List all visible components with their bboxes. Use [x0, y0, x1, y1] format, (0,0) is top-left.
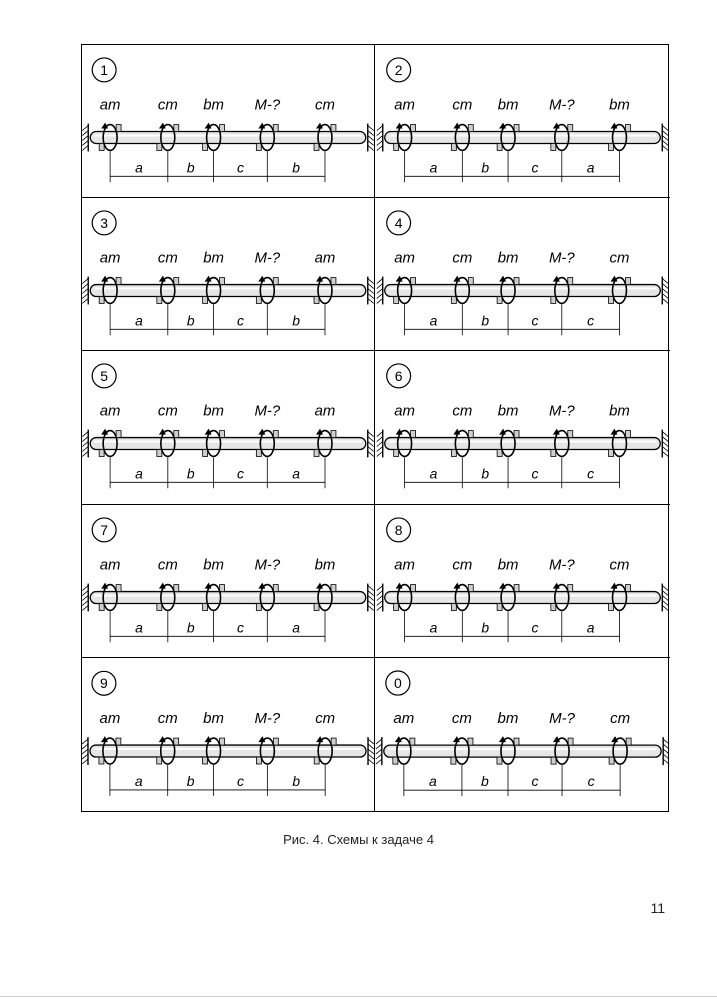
shaft-pin: [394, 603, 399, 610]
torque-label: cm: [157, 96, 178, 114]
shaft-pin: [157, 297, 162, 304]
torque-label: bm: [203, 709, 224, 727]
scheme-cell: [82, 351, 375, 504]
shaft: [385, 438, 661, 450]
shaft-pin: [514, 278, 519, 285]
page-bottom-divider: [0, 996, 717, 997]
scheme-cell: [82, 505, 375, 658]
span-label: a: [135, 312, 143, 329]
shaft-pin: [394, 143, 399, 150]
shaft-pin: [256, 757, 261, 764]
shaft-pin: [568, 431, 573, 438]
wall-support-icon: [368, 124, 374, 152]
span-label: c: [236, 465, 244, 482]
shaft-pin: [497, 450, 502, 457]
shaft-pin: [514, 738, 519, 745]
span-label: a: [429, 465, 438, 482]
span-label: a: [135, 159, 143, 176]
torque-label: am: [393, 709, 415, 727]
shaft-pin: [174, 125, 179, 132]
shaft-pin: [99, 450, 104, 457]
shaft-pin: [551, 450, 556, 457]
shaft-pin: [394, 450, 399, 457]
shaft-pin: [551, 757, 556, 764]
shaft-pin: [609, 450, 614, 457]
shaft-diagram: [375, 658, 670, 811]
shaft-diagram: [375, 198, 670, 350]
shaft-pin: [220, 431, 225, 438]
shaft-pin: [331, 738, 336, 745]
shaft-pin: [331, 584, 336, 591]
shaft-diagram: [82, 351, 374, 503]
shaft-pin: [514, 584, 519, 591]
span-label: b: [481, 159, 490, 176]
torque-label: cm: [315, 709, 336, 727]
wall-support-icon: [662, 430, 668, 458]
shaft-pin: [331, 431, 336, 438]
wall-support-icon: [82, 737, 88, 765]
schemes-grid: [81, 44, 669, 812]
shaft-pin: [625, 125, 630, 132]
span-label: b: [292, 312, 301, 329]
shaft: [90, 591, 366, 603]
shaft-pin: [609, 297, 614, 304]
torque-label: cm: [157, 709, 178, 727]
torque-label: am: [99, 249, 121, 267]
torque-label: am: [314, 249, 336, 267]
shaft-pin: [174, 584, 179, 591]
shaft-pin: [551, 297, 556, 304]
span-label: c: [587, 465, 595, 482]
torque-label: bm: [497, 709, 519, 727]
wall-support-icon: [82, 583, 88, 611]
shaft-pin: [99, 757, 104, 764]
torque-label: cm: [452, 556, 473, 574]
torque-label: cm: [157, 556, 178, 574]
torque-label: cm: [610, 709, 631, 727]
shaft-pin: [568, 738, 573, 745]
torque-label: bm: [497, 249, 519, 267]
span-label: a: [135, 465, 143, 482]
shaft-pin: [468, 738, 473, 745]
shaft-pin: [203, 297, 208, 304]
span-label: c: [587, 312, 595, 329]
shaft-pin: [273, 278, 278, 285]
scheme-cell: [375, 45, 670, 198]
shaft-pin: [220, 125, 225, 132]
shaft-pin: [451, 297, 456, 304]
torque-label: am: [394, 556, 415, 574]
span-label: a: [292, 465, 301, 482]
span-label: c: [236, 312, 244, 329]
shaft-pin: [314, 297, 319, 304]
shaft-pin: [393, 757, 398, 764]
span-label: c: [531, 772, 539, 789]
shaft-pin: [174, 738, 179, 745]
shaft-pin: [497, 757, 502, 764]
scheme-number: 3: [100, 215, 109, 232]
torque-label: M-?: [548, 403, 575, 421]
torque-label: M-?: [549, 709, 575, 727]
shaft-pin: [116, 738, 121, 745]
shaft-pin: [203, 603, 208, 610]
shaft: [90, 745, 366, 757]
torque-label: am: [99, 96, 121, 114]
shaft: [90, 285, 366, 297]
torque-label: am: [99, 556, 121, 574]
shaft: [90, 438, 366, 450]
scheme-number: 5: [100, 368, 109, 385]
shaft-pin: [203, 757, 208, 764]
shaft-diagram: [82, 45, 374, 197]
span-label: c: [587, 772, 595, 789]
wall-support-icon: [662, 583, 668, 611]
torque-label: M-?: [254, 96, 281, 114]
span-label: c: [531, 159, 539, 176]
shaft-pin: [451, 757, 456, 764]
span-label: c: [531, 618, 539, 635]
torque-label: cm: [609, 556, 630, 574]
torque-label: bm: [203, 249, 224, 267]
shaft: [385, 591, 661, 603]
scheme-number: 9: [100, 675, 108, 692]
torque-label: cm: [609, 249, 630, 267]
shaft-pin: [331, 125, 336, 132]
torque-label: M-?: [254, 249, 281, 267]
shaft-pin: [314, 450, 319, 457]
span-label: b: [186, 159, 195, 176]
shaft-pin: [273, 738, 278, 745]
shaft-pin: [314, 757, 319, 764]
shaft-pin: [174, 278, 179, 285]
span-label: a: [135, 618, 143, 635]
scheme-cell: [375, 351, 670, 504]
shaft-pin: [273, 431, 278, 438]
torque-label: cm: [315, 96, 335, 114]
span-label: b: [186, 465, 195, 482]
shaft-pin: [468, 584, 473, 591]
shaft-pin: [468, 278, 473, 285]
shaft-pin: [203, 450, 208, 457]
shaft-pin: [99, 143, 104, 150]
shaft-pin: [411, 125, 416, 132]
scheme-cell: [375, 198, 670, 351]
shaft-pin: [220, 738, 225, 745]
wall-support-icon: [368, 583, 374, 611]
shaft-pin: [451, 450, 456, 457]
scheme-cell: [82, 658, 375, 811]
torque-label: am: [394, 249, 415, 267]
wall-support-icon: [376, 737, 382, 765]
shaft-pin: [157, 757, 162, 764]
wall-support-icon: [662, 277, 668, 305]
shaft-pin: [497, 297, 502, 304]
shaft-pin: [256, 143, 261, 150]
shaft-pin: [314, 603, 319, 610]
shaft-pin: [609, 603, 614, 610]
torque-label: am: [314, 403, 336, 421]
torque-label: M-?: [548, 96, 575, 114]
shaft-pin: [99, 297, 104, 304]
shaft: [385, 132, 661, 144]
shaft-pin: [116, 584, 121, 591]
shaft-pin: [497, 603, 502, 610]
wall-support-icon: [82, 277, 88, 305]
torque-label: cm: [157, 249, 178, 267]
shaft-pin: [609, 757, 614, 764]
scheme-number: 4: [394, 215, 403, 232]
shaft-pin: [116, 278, 121, 285]
shaft-pin: [256, 450, 261, 457]
shaft-pin: [157, 450, 162, 457]
wall-support-icon: [663, 737, 669, 765]
wall-support-icon: [82, 124, 88, 152]
shaft-pin: [411, 278, 416, 285]
torque-label: am: [394, 403, 415, 421]
scheme-number: 6: [394, 368, 403, 385]
shaft-pin: [116, 125, 121, 132]
scheme-number: 8: [394, 521, 403, 538]
torque-label: M-?: [548, 249, 575, 267]
shaft-pin: [394, 297, 399, 304]
span-label: b: [186, 772, 195, 789]
shaft-pin: [174, 431, 179, 438]
shaft-pin: [314, 143, 319, 150]
shaft-pin: [451, 143, 456, 150]
shaft-pin: [411, 584, 416, 591]
torque-label: am: [99, 709, 121, 727]
torque-label: am: [394, 96, 415, 114]
shaft-pin: [514, 431, 519, 438]
wall-support-icon: [662, 124, 668, 152]
torque-label: bm: [203, 96, 224, 114]
span-label: c: [236, 772, 244, 789]
shaft-pin: [468, 431, 473, 438]
scheme-number: 7: [100, 521, 109, 538]
span-label: c: [236, 159, 244, 176]
page-number: 11: [650, 900, 665, 916]
torque-label: M-?: [254, 709, 281, 727]
torque-label: bm: [609, 96, 630, 114]
span-label: c: [531, 312, 539, 329]
shaft-pin: [568, 278, 573, 285]
shaft-diagram: [375, 351, 670, 503]
torque-label: cm: [452, 96, 473, 114]
shaft-pin: [203, 143, 208, 150]
wall-support-icon: [82, 430, 88, 458]
torque-label: bm: [497, 96, 519, 114]
span-label: a: [292, 618, 301, 635]
span-label: a: [586, 159, 595, 176]
shaft-pin: [626, 738, 631, 745]
torque-label: bm: [203, 403, 224, 421]
shaft-pin: [609, 143, 614, 150]
span-label: a: [134, 772, 143, 789]
scheme-cell: [375, 658, 670, 811]
scheme-cell: [375, 505, 670, 658]
shaft-pin: [157, 603, 162, 610]
shaft-pin: [256, 603, 261, 610]
shaft-pin: [514, 125, 519, 132]
wall-support-icon: [377, 430, 383, 458]
torque-label: cm: [452, 403, 473, 421]
shaft-pin: [497, 143, 502, 150]
shaft-pin: [220, 584, 225, 591]
span-label: a: [429, 618, 438, 635]
span-label: c: [531, 465, 539, 482]
torque-label: cm: [451, 709, 472, 727]
shaft-pin: [157, 143, 162, 150]
scheme-number: 1: [100, 61, 109, 78]
span-label: a: [429, 159, 438, 176]
span-label: b: [186, 618, 195, 635]
shaft-pin: [468, 125, 473, 132]
shaft-pin: [568, 584, 573, 591]
scheme-cell: [82, 198, 375, 351]
shaft-pin: [99, 603, 104, 610]
scheme-cell: [82, 45, 375, 198]
torque-label: cm: [157, 403, 178, 421]
shaft-pin: [568, 125, 573, 132]
torque-label: bm: [314, 556, 336, 574]
shaft-pin: [551, 603, 556, 610]
shaft-pin: [625, 431, 630, 438]
wall-support-icon: [368, 430, 374, 458]
shaft-pin: [273, 584, 278, 591]
wall-support-icon: [368, 277, 374, 305]
span-label: b: [292, 159, 301, 176]
figure-caption: Рис. 4. Схемы к задаче 4: [283, 832, 434, 847]
torque-label: bm: [497, 556, 519, 574]
wall-support-icon: [377, 124, 383, 152]
shaft-pin: [625, 278, 630, 285]
span-label: b: [186, 312, 195, 329]
torque-label: bm: [203, 556, 224, 574]
shaft-pin: [331, 278, 336, 285]
shaft: [90, 132, 366, 144]
shaft: [384, 745, 661, 757]
shaft: [385, 285, 661, 297]
shaft-pin: [451, 603, 456, 610]
torque-label: M-?: [254, 403, 281, 421]
span-label: b: [481, 465, 490, 482]
shaft-pin: [551, 143, 556, 150]
shaft-pin: [116, 431, 121, 438]
shaft-pin: [256, 297, 261, 304]
shaft-diagram: [82, 198, 374, 350]
wall-support-icon: [377, 583, 383, 611]
shaft-diagram: [375, 505, 670, 657]
shaft-pin: [273, 125, 278, 132]
shaft-pin: [220, 278, 225, 285]
wall-support-icon: [368, 737, 374, 765]
span-label: a: [586, 618, 595, 635]
shaft-diagram: [82, 658, 374, 811]
span-label: a: [428, 772, 437, 789]
span-label: b: [481, 312, 490, 329]
torque-label: am: [99, 403, 121, 421]
span-label: b: [481, 618, 490, 635]
torque-label: cm: [452, 249, 473, 267]
shaft-diagram: [375, 45, 670, 197]
span-label: c: [236, 618, 244, 635]
shaft-pin: [625, 584, 630, 591]
span-label: b: [292, 772, 301, 789]
torque-label: bm: [497, 403, 519, 421]
torque-label: M-?: [254, 556, 281, 574]
wall-support-icon: [377, 277, 383, 305]
torque-label: M-?: [548, 556, 575, 574]
shaft-diagram: [82, 505, 374, 657]
scheme-number: 2: [394, 61, 403, 78]
span-label: a: [429, 312, 438, 329]
shaft-pin: [410, 738, 415, 745]
span-label: b: [481, 772, 489, 789]
shaft-pin: [411, 431, 416, 438]
torque-label: bm: [609, 403, 630, 421]
scheme-number: 0: [393, 674, 402, 691]
